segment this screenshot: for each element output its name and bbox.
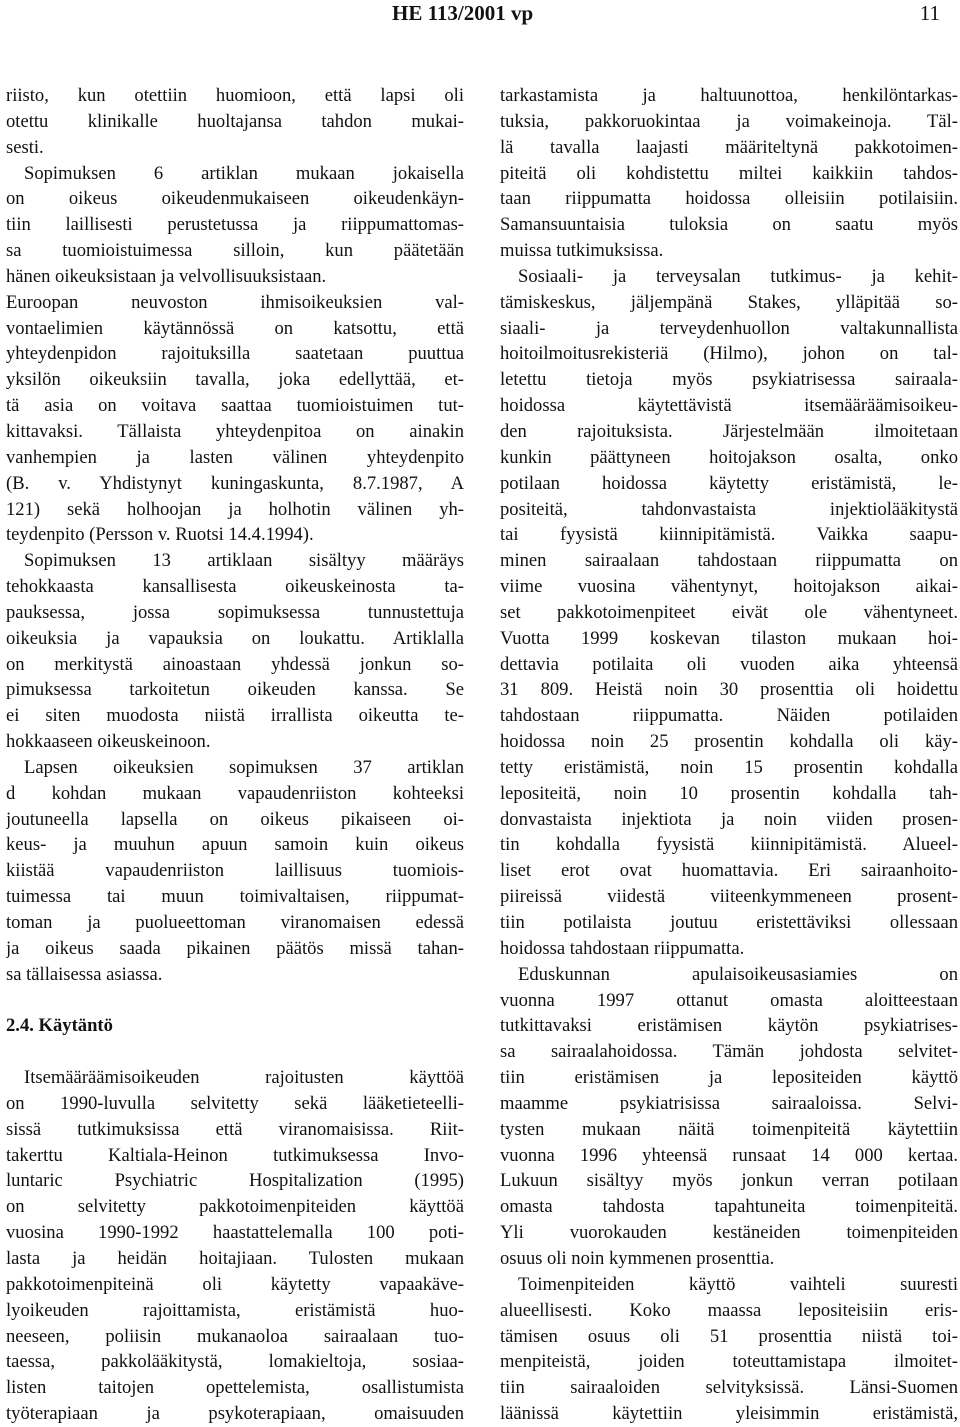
text-line: tiin eristämisen ja lepositeiden käyttö — [500, 1067, 958, 1089]
text-line: sesti. — [6, 136, 44, 158]
text-line: sa sairaalahoidossa. Tämän johdosta selvitet- — [500, 1041, 958, 1063]
text-line: pauksessa, jossa sopimuksessa tunnustettuja — [6, 601, 464, 623]
text-line: Toimenpiteiden käyttö vaihteli suuresti — [518, 1273, 958, 1295]
text-line: lasta ja heidän hoitajiaan. Tulosten mukaan — [6, 1247, 464, 1269]
text-line: Eduskunnan apulaisoikeusasiamies on — [518, 963, 958, 985]
text-line: siaali- ja terveydenhuollon valtakunnallista — [500, 317, 958, 339]
text-line: d kohdan mukaan vapaudenriiston kohteeksi — [6, 782, 464, 804]
text-line: pimuksessa tarkoitetun oikeuden kanssa. Se — [6, 679, 464, 701]
text-line: letettu tietoja myös psykiatrisessa sairaala- — [500, 369, 958, 391]
text-line: potilaan hoidossa käytetty eristämistä, le- — [500, 472, 958, 494]
text-line: donvastaista injektiota ja noin viiden prosen- — [500, 808, 958, 830]
text-line: tiin sairaaloiden selvityksissä. Länsi-Suomen — [500, 1377, 958, 1399]
text-line: maamme psykiatrisissa sairaaloissa. Selvi- — [500, 1092, 958, 1114]
text-line: läänissä käytettiin yleisimmin eristämistä, — [500, 1403, 958, 1425]
text-line: den rajoituksista. Järjestelmään ilmoitetaan — [500, 420, 958, 442]
section-heading: 2.4. Käytäntö — [6, 1015, 113, 1037]
text-line: tin kohdalla fyysistä kiinnipitämistä. Alueel- — [500, 834, 958, 856]
text-line: sa tuomioistuimessa silloin, kun päätetään — [6, 240, 464, 262]
text-line: osuus oli noin kymmenen prosenttia. — [500, 1247, 775, 1269]
text-line: tai fyysistä kiinnipitämistä. Vaikka saapu- — [500, 524, 958, 546]
text-line: viime vuosina vähentynyt, hoitojakson aikai- — [500, 576, 958, 598]
text-line: kunkin päättyneen hoitojakson osalta, onko — [500, 446, 958, 468]
text-line: piireissä viidestä viiteenkymmeneen prosent- — [500, 886, 958, 908]
text-line: tiin laillisesti perustetussa ja riippumattomas- — [6, 214, 464, 236]
text-line: pakkotoimenpiteinä oli käytetty vapaakäve- — [6, 1273, 464, 1295]
text-line: menpiteistä, joiden toteuttamistapa ilmoitet- — [500, 1351, 958, 1373]
text-line: lä tavalla laajasti määriteltynä pakkotoimen- — [500, 136, 958, 158]
text-line: kiistää vapaudenriiston laillisuus tuomiois- — [6, 860, 464, 882]
text-line: Yli vuorokauden kestäneiden toimenpiteiden — [500, 1222, 958, 1244]
text-line: ei siten muodosta niistä irrallista oikeutta te- — [6, 705, 464, 727]
text-line: ja oikeus saada pikainen päätös missä tahan- — [6, 937, 464, 959]
text-line: takerttu Kaltiala-Heinon tutkimuksessa Invo- — [6, 1144, 464, 1166]
text-line: vuonna 1996 yhteensä runsaat 14 000 kertaa. — [500, 1144, 958, 1166]
text-line: keus- ja muuhun apuun samoin kuin oikeus — [6, 834, 464, 856]
text-line: Euroopan neuvoston ihmisoikeuksien val- — [6, 291, 464, 313]
text-line: oikeuksia ja vapauksia on loukattu. Artiklalla — [6, 627, 464, 649]
text-line: luntaric Psychiatric Hospitalization (1995) — [6, 1170, 464, 1192]
text-line: tuimessa tai muun toimivaltaisen, riippumat- — [6, 886, 464, 908]
text-line: Samansuuntaisia tuloksia on saatu myös — [500, 214, 958, 236]
text-line: tarkastamista ja haltuunottoa, henkilöntarkas- — [500, 85, 958, 106]
left-text-column — [6, 83, 464, 1427]
text-line: taan riippumatta hoidossa olleisiin potilaisiin. — [500, 188, 958, 210]
text-line: muissa tutkimuksissa. — [500, 240, 664, 262]
text-line: toman ja puolueettoman viranomaisen edessä — [6, 912, 464, 933]
text-line: omasta tahdosta tapahtuneita toimenpiteitä. — [500, 1196, 958, 1218]
text-line: vuosina 1990-1992 haastattelemalla 100 poti- — [6, 1222, 464, 1244]
right-text-column — [500, 83, 958, 1427]
text-line: minen sairaalaan tahdostaan riippumatta on — [500, 550, 958, 572]
text-line: Sopimuksen 13 artiklaan sisältyy määräys — [24, 550, 464, 572]
text-line: tetty eristämistä, noin 15 prosentin kohdalla — [500, 756, 958, 778]
text-line: joutuneella lapsella on oikeus pikaiseen oi- — [6, 808, 464, 830]
text-line: sissä tutkimuksissa että viranomaisissa. Riit- — [6, 1118, 464, 1140]
text-line: vuonna 1997 ottanut omasta aloitteestaan — [500, 989, 958, 1011]
text-line: yksilön oikeuksiin tavalla, joka edellyttää, et- — [6, 369, 464, 391]
text-line: Itsemääräämisoikeuden rajoitusten käyttöä — [24, 1067, 464, 1089]
text-line: tiin potilaista joutuu eristettäviksi ollessaan — [500, 912, 958, 933]
text-line: sa tällaisessa asiassa. — [6, 963, 163, 985]
text-line: on 1990-luvulla selvitetty sekä lääketieteelli- — [6, 1092, 464, 1114]
text-line: Lukuun sisältyy myös jonkun verran potilaan — [500, 1170, 958, 1192]
text-line: 31 809. Heistä noin 30 prosenttia oli hoidettu — [500, 679, 958, 701]
text-line: neeseen, poliisin mukanaoloa sairaalaan tuo- — [6, 1325, 464, 1347]
text-line: hoidossa käytettävistä itsemääräämisoikeu- — [500, 395, 958, 417]
text-line: set pakkotoimenpiteet eivät ole vähentyneet. — [500, 601, 958, 623]
text-line: on merkitystä ainoastaan yhdessä jonkun so- — [6, 653, 464, 675]
text-line: vontaelimien käytännössä on katsottu, että — [6, 317, 464, 339]
text-line: hänen oikeuksistaan ja velvollisuuksistaan. — [6, 265, 327, 287]
text-line: (B. v. Yhdistynyt kuningaskunta, 8.7.1987, A — [6, 472, 464, 494]
text-line: 121) sekä holhoojan ja holhotin välinen yh- — [6, 498, 464, 520]
text-line: työterapiaan ja psykoterapiaan, omaisuuden — [6, 1403, 464, 1425]
text-line: tehokkaasta kansallisesta oikeuskeinosta ta- — [6, 576, 464, 598]
page-header — [0, 0, 960, 34]
text-line: alueellisesti. Koko maassa lepositeisiin eris- — [500, 1299, 958, 1321]
text-line: otettu klinikalle huoltajansa tahdon mukai- — [6, 110, 464, 132]
text-line: tutkittavaksi eristämisen käytön psykiatrises- — [500, 1015, 958, 1037]
text-line: hoidossa noin 25 prosentin kohdalla oli käy- — [500, 731, 958, 753]
text-line: tysten mukaan näitä toimenpiteitä käytettiin — [500, 1118, 958, 1140]
text-line: piteitä oli kohdistettu miltei kaikkiin tahdos- — [500, 162, 958, 184]
text-line: on oikeus oikeudenmukaiseen oikeudenkäyn- — [6, 188, 464, 210]
text-line: lyoikeuden rajoittamista, eristämistä huo- — [6, 1299, 464, 1321]
text-line: positeitä, tahdonvastaista injektiolääkitystä — [500, 498, 958, 520]
text-line: on selvitetty pakkotoimenpiteiden käyttöä — [6, 1196, 464, 1218]
text-line: Sosiaali- ja terveysalan tutkimus- ja kehit- — [518, 265, 958, 287]
document-title: HE 113/2001 vp — [392, 1, 534, 25]
text-line: Lapsen oikeuksien sopimuksen 37 artiklan — [24, 756, 464, 778]
text-line: hoidossa tahdostaan riippumatta. — [500, 937, 745, 959]
text-line: riisto, kun otettiin huomioon, että lapsi oli — [6, 85, 464, 106]
text-line: teydenpito (Persson v. Ruotsi 14.4.1994). — [6, 524, 314, 546]
text-line: dettavia potilaita oli vuoden aika yhteensä — [500, 653, 958, 675]
text-line: liset erot ovat huomattavia. Eri sairaanhoito- — [500, 860, 958, 882]
text-line: Vuotta 1999 koskevan tilaston mukaan hoi- — [500, 627, 958, 649]
text-line: vanhempien ja lasten välinen yhteydenpito — [6, 446, 464, 468]
text-line: yhteydenpidon rajoituksilla saatetaan puuttua — [6, 343, 464, 365]
text-line: lepositeitä, noin 10 prosentin kohdalla tah- — [500, 782, 958, 804]
text-line: tämiskeskus, jäljempänä Stakes, ylläpitää so- — [500, 291, 958, 313]
text-line: hoitoilmoitusrekisteriä (Hilmo), johon on tal- — [500, 343, 958, 365]
text-line: tämisen osuus oli 51 prosenttia niistä toi- — [500, 1325, 958, 1347]
text-line: Sopimuksen 6 artiklan mukaan jokaisella — [24, 162, 464, 184]
text-line: tahdostaan riippumatta. Näiden potilaiden — [500, 705, 958, 727]
text-line: kittavaksi. Tällaista yhteydenpitoa on ainakin — [6, 420, 464, 442]
text-line: tä asia on voitava saattaa tuomioistuimen tut- — [6, 395, 464, 417]
text-line: hokkaaseen oikeuskeinoon. — [6, 731, 211, 753]
text-line: tuksia, pakkoruokintaa ja voimakeinoja. Täl- — [500, 110, 958, 132]
text-line: listen taitojen opettelemista, osallistumista — [6, 1377, 464, 1399]
page-number: 11 — [919, 1, 940, 25]
text-line: taessa, pakkolääkitystä, lomakieltoja, sosiaa- — [6, 1351, 464, 1373]
